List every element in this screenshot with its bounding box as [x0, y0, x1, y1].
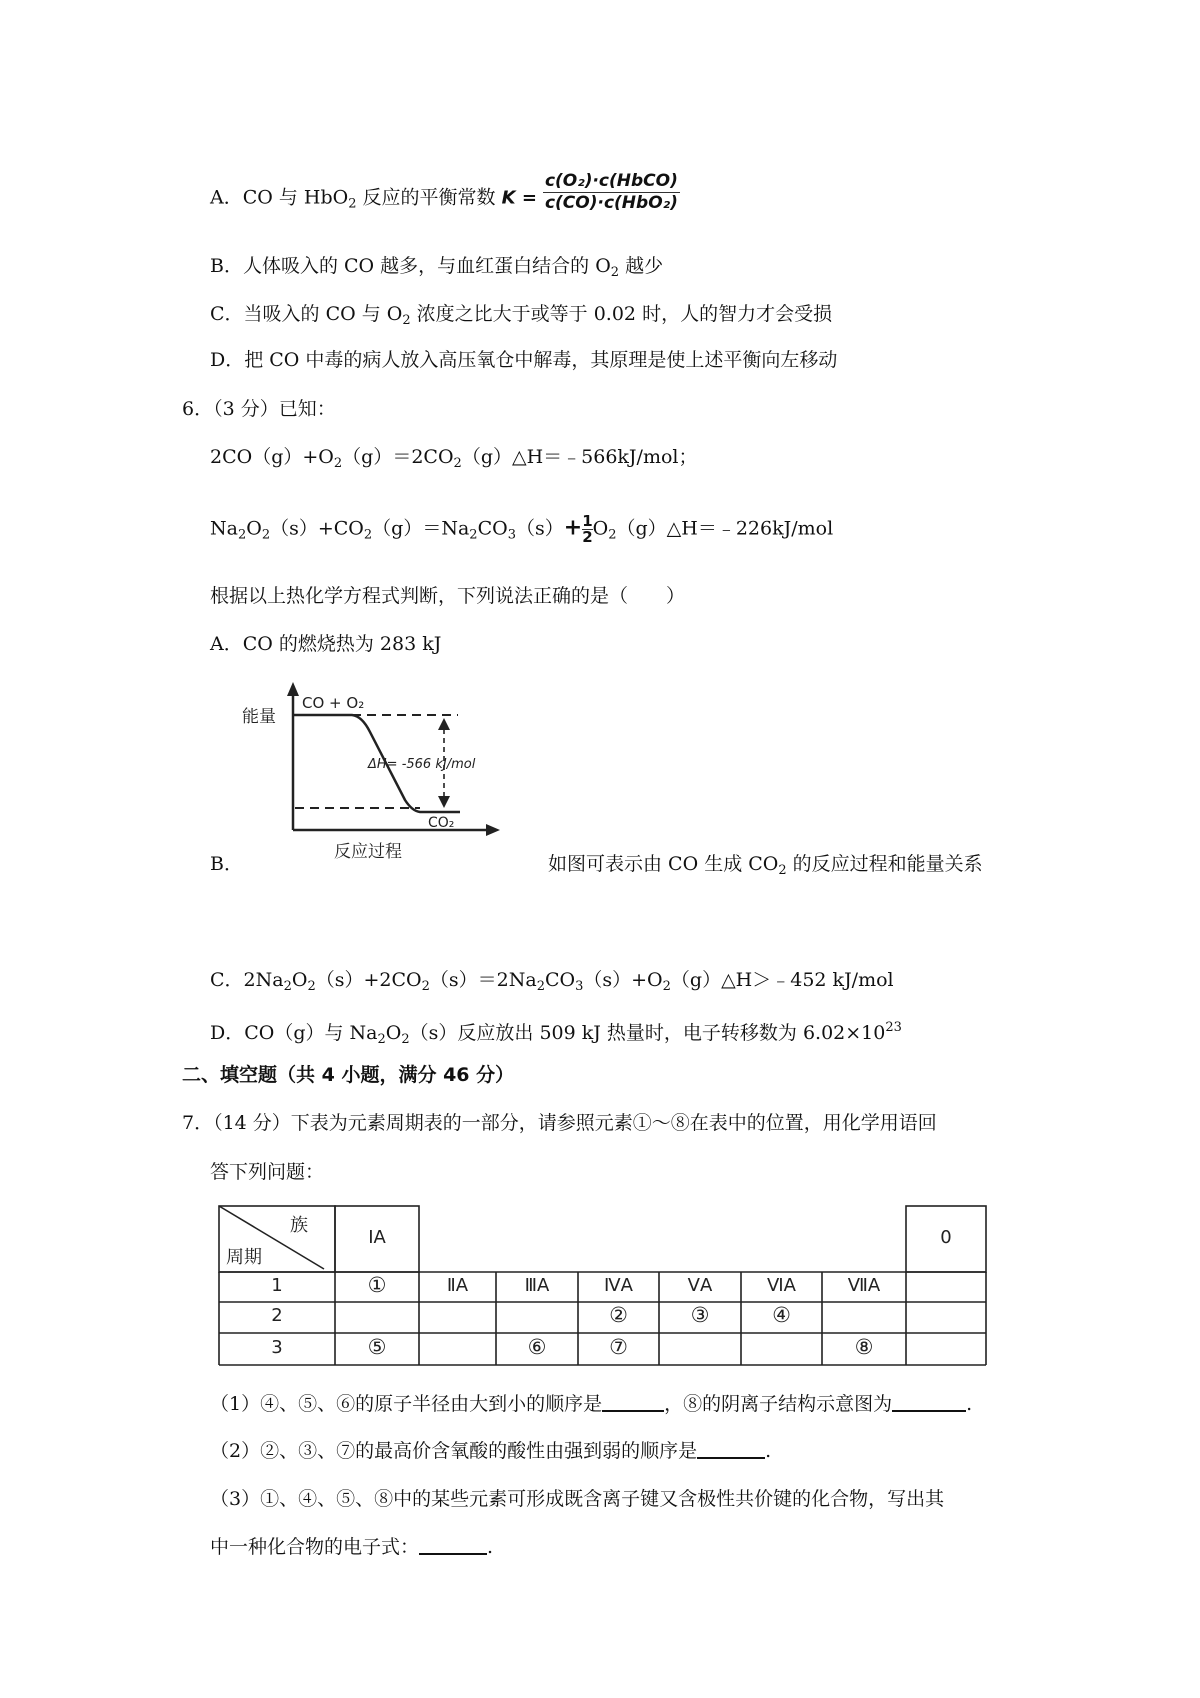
eq2-part-b: O [246, 517, 262, 540]
q6-c-g: （g）△H＞﹣452 kJ/mol [670, 969, 894, 991]
element-4: ④ [772, 1303, 791, 1327]
diagram-xlabel: 反应过程 [334, 842, 402, 862]
q6-question [210, 583, 685, 609]
q7-stem-line2 [210, 1159, 324, 1185]
q6-equation-2 [210, 514, 833, 549]
q6-c-s1: 2 [283, 979, 292, 994]
eq2-part-e: CO [477, 517, 508, 540]
q6-c-s2: 2 [307, 979, 316, 994]
group-va-header: ⅤA [687, 1275, 713, 1296]
q6-stem-text: 6．（3 分）已知： [182, 398, 336, 420]
q6-option-d [210, 1015, 902, 1053]
q7-p2-text-b: . [765, 1440, 772, 1462]
eq2-part-f: （s） [515, 517, 564, 540]
q7-p3-text-2: 中一种化合物的电子式： [210, 1536, 420, 1558]
q7-part-2 [210, 1438, 771, 1464]
eq2-sub-6: 2 [608, 527, 617, 543]
one-half-fraction [582, 514, 592, 545]
answer-blank[interactable] [602, 1392, 664, 1412]
answer-blank[interactable] [697, 1439, 765, 1459]
q6-b-sub: 2 [778, 863, 787, 878]
group-viia-header: ⅦA [847, 1275, 881, 1296]
q7-stem-line1 [182, 1110, 937, 1136]
q6-c-a: C．2Na [210, 969, 284, 991]
q5-option-a [210, 171, 680, 218]
q6-d-b: O [385, 1022, 402, 1044]
group-0-header: 0 [940, 1227, 952, 1248]
q6-d-c: （s）反应放出 509 kJ 热量时，电子转移数为 6.02×10 [409, 1022, 886, 1044]
q6-c-d: （s）＝2Na [429, 969, 537, 991]
q7-part-3-line1 [210, 1486, 944, 1512]
k-numerator: c(O₂)·c(HbCO) [544, 171, 678, 191]
q6-d-s2: 2 [401, 1032, 410, 1047]
q5-a-text: A．CO 与 HbO [210, 186, 349, 209]
eq2-sub-4: 2 [469, 527, 478, 543]
q6-option-b-label [210, 851, 243, 877]
k-denominator: c(CO)·c(HbO₂) [544, 193, 678, 213]
section-heading [182, 1062, 514, 1088]
element-2: ② [609, 1303, 628, 1327]
diagram-top-label: CO + O₂ [302, 694, 365, 712]
diagram-dh-label: ΔH= -566 kJ/mol [368, 757, 476, 772]
q5-d-text: D．把 CO 中毒的病人放入高压氧仓中解毒，其原理是使上述平衡向左移动 [210, 349, 838, 371]
q6-c-f: （s）+O [583, 969, 663, 991]
eq1-part-a: 2CO（g）+O [210, 446, 334, 468]
dh-arrow-down-head [438, 796, 450, 808]
q6-c-e: CO [544, 969, 576, 991]
q7-stem-text-2: 答下列问题： [210, 1161, 325, 1183]
eq2-sub-5: 3 [507, 527, 516, 543]
period-1-label: 1 [271, 1275, 283, 1296]
corner-group-label: 族 [290, 1215, 308, 1236]
q6-question-text: 根据以上热化学方程式判断，下列说法正确的是（ ） [210, 585, 686, 607]
q6-c-b: O [291, 969, 308, 991]
q6-b-label-text: B． [210, 853, 243, 875]
eq1-part-b: （g）＝2CO [342, 446, 454, 468]
q6-option-b-text [548, 851, 983, 884]
equilibrium-k-fraction [543, 171, 680, 214]
group-via-header: ⅥA [767, 1275, 796, 1296]
q6-d-a: D．CO（g）与 Na [210, 1022, 378, 1044]
equilibrium-k-formula: K = [501, 187, 537, 209]
q6-stem [182, 396, 336, 422]
eq2-sub-2: 2 [261, 527, 271, 543]
eq1-part-c: （g）△H＝﹣566kJ/mol； [461, 446, 698, 468]
eq2-part-d: （g）＝Na [372, 517, 470, 540]
q6-a-text: A．CO 的燃烧热为 283 kJ [210, 633, 442, 655]
q7-part-1 [210, 1391, 972, 1417]
q6-c-c: （s）+2CO [315, 969, 422, 991]
group-ia-header: ⅠA [368, 1227, 386, 1248]
q6-c-s4: 2 [536, 979, 545, 994]
dh-arrow-up-head [438, 718, 450, 730]
eq1-sub-1: 2 [333, 456, 343, 471]
group-iva-header: ⅣA [604, 1275, 633, 1296]
q7-p3-text-3: . [487, 1536, 494, 1558]
eq1-sub-2: 2 [453, 456, 462, 471]
answer-blank[interactable] [892, 1392, 966, 1412]
q7-p1-text-b: ，⑧的阴离子结构示意图为 [664, 1393, 893, 1415]
q5-b-sub: 2 [610, 265, 620, 280]
q7-p2-text-a: （2）②、③、⑦的最高价含氧酸的酸性由强到弱的顺序是 [210, 1440, 698, 1462]
q7-p3-text-1: （3）①、④、⑤、⑧中的某些元素可形成既含离子键又含极性共价键的化合物，写出其 [210, 1488, 945, 1510]
q5-c-sub: 2 [402, 313, 411, 328]
element-8: ⑧ [854, 1335, 874, 1359]
q7-stem-text-1: 7．（14 分）下表为元素周期表的一部分，请参照元素①～⑧在表中的位置，用化学用语回 [182, 1112, 937, 1134]
q6-d-sup: 23 [885, 1020, 902, 1035]
q6-b-text-a: 如图可表示由 CO 生成 CO [548, 853, 779, 875]
q5-c-text: C．当吸入的 CO 与 O [210, 303, 403, 325]
section-heading-text: 二、填空题（共 4 小题，满分 46 分） [182, 1064, 515, 1086]
eq2-part-h: （g）△H＝﹣226kJ/mol [616, 517, 834, 540]
eq2-sub-1: 2 [237, 527, 247, 543]
period-2-label: 2 [271, 1305, 283, 1326]
eq2-sub-3: 2 [363, 527, 373, 543]
element-1: ① [367, 1273, 387, 1297]
x-axis-arrow [486, 824, 500, 836]
corner-period-label: 周期 [226, 1247, 262, 1268]
q6-equation-1 [210, 444, 698, 477]
q7-p1-text-a: （1）④、⑤、⑥的原子半径由大到小的顺序是 [210, 1393, 603, 1415]
group-iia-header: ⅡA [446, 1275, 469, 1296]
element-7: ⑦ [609, 1335, 628, 1359]
q5-option-b [210, 253, 663, 286]
q7-part-3-line2 [210, 1534, 493, 1560]
q5-a-mid: 反应的平衡常数 [356, 186, 496, 209]
q6-option-c [210, 967, 894, 1000]
diagram-ylabel: 能量 [242, 707, 276, 727]
q7-p1-text-c: . [966, 1393, 973, 1415]
element-5: ⑤ [367, 1335, 387, 1359]
eq2-part-g: O [592, 517, 609, 540]
q6-b-text-b: 的反应过程和能量关系 [786, 853, 983, 875]
eq2-part-c: （s）+CO [270, 517, 364, 540]
q5-option-d [210, 347, 837, 373]
q6-c-s3: 2 [421, 979, 430, 994]
half-denominator: 2 [582, 528, 593, 546]
eq2-plus: + [563, 514, 583, 541]
q5-option-c [210, 301, 832, 334]
half-numerator: 1 [582, 512, 593, 530]
period-3-label: 3 [271, 1337, 283, 1358]
q6-d-s1: 2 [377, 1032, 386, 1047]
element-3: ③ [690, 1303, 710, 1327]
q5-a-sub: 2 [348, 196, 357, 212]
periodic-table [218, 1205, 988, 1367]
q6-option-a [210, 631, 441, 657]
answer-blank[interactable] [419, 1535, 487, 1555]
q5-b-suffix: 越少 [619, 255, 664, 277]
q6-c-s5: 3 [575, 979, 584, 994]
q5-b-text: B．人体吸入的 CO 越多，与血红蛋白结合的 O [210, 255, 611, 277]
group-iiia-header: ⅢA [524, 1275, 550, 1296]
y-axis-arrow [287, 682, 299, 696]
energy-diagram [240, 680, 560, 880]
q5-c-suffix: 浓度之比大于或等于 0.02 时，人的智力才会受损 [410, 303, 833, 325]
element-6: ⑥ [527, 1335, 547, 1359]
diagram-bottom-label: CO₂ [428, 815, 455, 831]
q6-c-s6: 2 [662, 979, 671, 994]
eq2-part-a: Na [210, 517, 238, 540]
